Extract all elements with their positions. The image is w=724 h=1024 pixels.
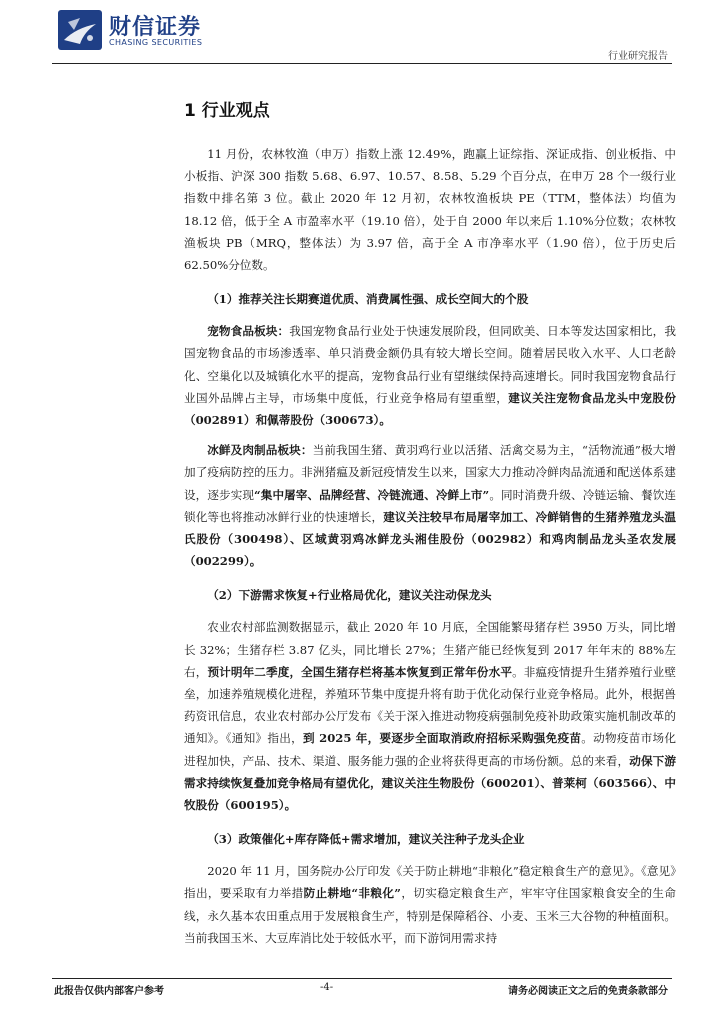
- animal-health-bold-1: 预计明年二季度，全国生猪存栏将基本恢复到正常年份水平: [207, 664, 513, 679]
- intro-paragraph: 11 月份，农林牧渔（申万）指数上涨 12.49%，跑赢上证综指、深证成指、创业板指、中小板指、沪深 300 指数 5.68、6.97、10.57、8.58、5.29 个百分点，在申万 28 个一级行业指数中排名第 3 位。截止 2020 年 12 月初，农林牧渔板块 PE（TTM，整体法）均值为 18.12 倍，低于全 A 市盈率水平（19.10 倍），处于自 2000 年以来后 1.10%分位数；农林牧渔板块 PB（MRQ，整体法）为 3.97 倍，高于全 A 市净率水平（1.90 倍），位于历史后 62.50%分位数。: [184, 147, 676, 273]
- animal-health-bold-2: 到 2025 年，要逐步全面取消政府招标采购强免疫苗: [302, 731, 582, 746]
- pet-food-lead: 宠物食品板块：: [207, 324, 290, 339]
- page-number: -4-: [320, 982, 334, 993]
- chilled-meat-text-1: 当前我国生猪、黄羽鸡行业以活猪、活禽交易为主，“活物流通”极大增加了疫病防控的压力。非洲猪瘟及新冠疫情发生以来，国家大力推动冷鲜肉品流通和配送体系建设，逐步实现: [184, 443, 676, 502]
- section-title: 1 行业观点: [184, 101, 270, 121]
- subheading-2: （2）下游需求恢复+行业格局优化，建议关注动保龙头: [207, 588, 492, 603]
- footer-disclaimer: 此报告仅供内部客户参考: [54, 986, 164, 997]
- animal-health-text-2: 。非瘟疫情提升生猪养殖行业壁垒，加速养殖规模化进程，养殖环节集中度提升将有助于优化动保行业竞争格局。此外，根据兽药资讯信息，农业农村部办公厅发布《关于深入推进动物疫病强制免疫补助政策实施机制改革的通知》。《通知》指出，: [184, 664, 676, 746]
- pet-food-text: 我国宠物食品行业处于快速发展阶段，但同欧美、日本等发达国家相比，我国宠物食品的市场渗透率、单只消费金额仍具有较大增长空间。随着居民收入水平、人口老龄化、空巢化以及城镇化水平的提高，宠物食品行业有望继续保持高速增长。同时我国宠物食品行业国外品牌占主导，市场集中度低，行业竞争格局有望重塑，: [184, 324, 676, 405]
- report-type-label: 行业研究报告: [608, 51, 668, 62]
- seed-text-1: 2020 年 11 月，国务院办公厅印发《关于防止耕地“非粮化”稳定粮食生产的意见》。《意见》指出，要采取有力举措: [184, 864, 676, 901]
- subheading-1: （1）推荐关注长期赛道优质、消费属性强、成长空间大的个股: [207, 292, 529, 307]
- pet-food-recommendation: 建议关注宠物食品龙头中宠股份（002891）和佩蒂股份（300673）。: [184, 390, 676, 428]
- chilled-meat-bold-1: “集中屠宰、品牌经营、冷链流通、冷鲜上市”: [254, 487, 490, 502]
- animal-health-text-1: 农业农村部监测数据显示，截止 2020 年 10 月底，全国能繁母猪存栏 3950 万头，同比增长 32%；生猪存栏 3.87 亿头，同比增长 27%；生猪产能已经恢复到 2017 年年末的 88%左右，: [184, 620, 676, 679]
- animal-health-recommendation: 动保下游需求持续恢复叠加竞争格局有望优化，建议关注生物股份（600201）、普莱柯（603566）、中牧股份（600195）。: [184, 753, 676, 813]
- main-content: [184, 96, 676, 949]
- seed-text-2: ，切实稳定粮食生产，牢牢守住国家粮食安全的生命线，永久基本农田重点用于发展粮食生产，特别是保障稻谷、小麦、玉米三大谷物的种植面积。当前我国玉米、大豆库消比处于较低水平，而下游饲用需求持: [184, 886, 676, 945]
- chilled-meat-lead: 冰鲜及肉制品板块：: [207, 443, 313, 458]
- animal-health-text-3: 。动物疫苗市场化进程加快，产品、技术、渠道、服务能力强的企业将获得更高的市场份额。总的来看，: [184, 731, 676, 768]
- seed-paragraph: [184, 860, 676, 949]
- footer-divider: [52, 978, 672, 979]
- brand-name-en: CHASING SECURITIES: [109, 38, 203, 47]
- animal-health-paragraph: [184, 616, 676, 816]
- header-divider: [52, 63, 672, 64]
- brand-logo-icon: [58, 10, 102, 50]
- chilled-meat-text-2: 。同时消费升级、冷链运输、餐饮连锁化等也将推动冰鲜行业的快速增长，: [184, 487, 676, 524]
- subheading-3: （3）政策催化+库存降低+需求增加，建议关注种子龙头企业: [207, 832, 525, 847]
- chilled-meat-recommendation: 建议关注较早布局屠宰加工、冷鲜销售的生猪养殖龙头温氏股份（300498）、区域黄羽鸡冰鲜龙头湘佳股份（002982）和鸡肉制品龙头圣农发展（002299）。: [184, 509, 676, 569]
- brand-name-cn: 财信证券: [109, 15, 202, 40]
- page-header: [0, 0, 724, 66]
- chilled-meat-paragraph: [184, 439, 676, 572]
- footer-notice: 请务必阅读正文之后的免责条款部分: [508, 986, 668, 997]
- seed-bold-1: 防止耕地“非粮化”: [303, 886, 401, 901]
- pet-food-paragraph: [184, 320, 676, 431]
